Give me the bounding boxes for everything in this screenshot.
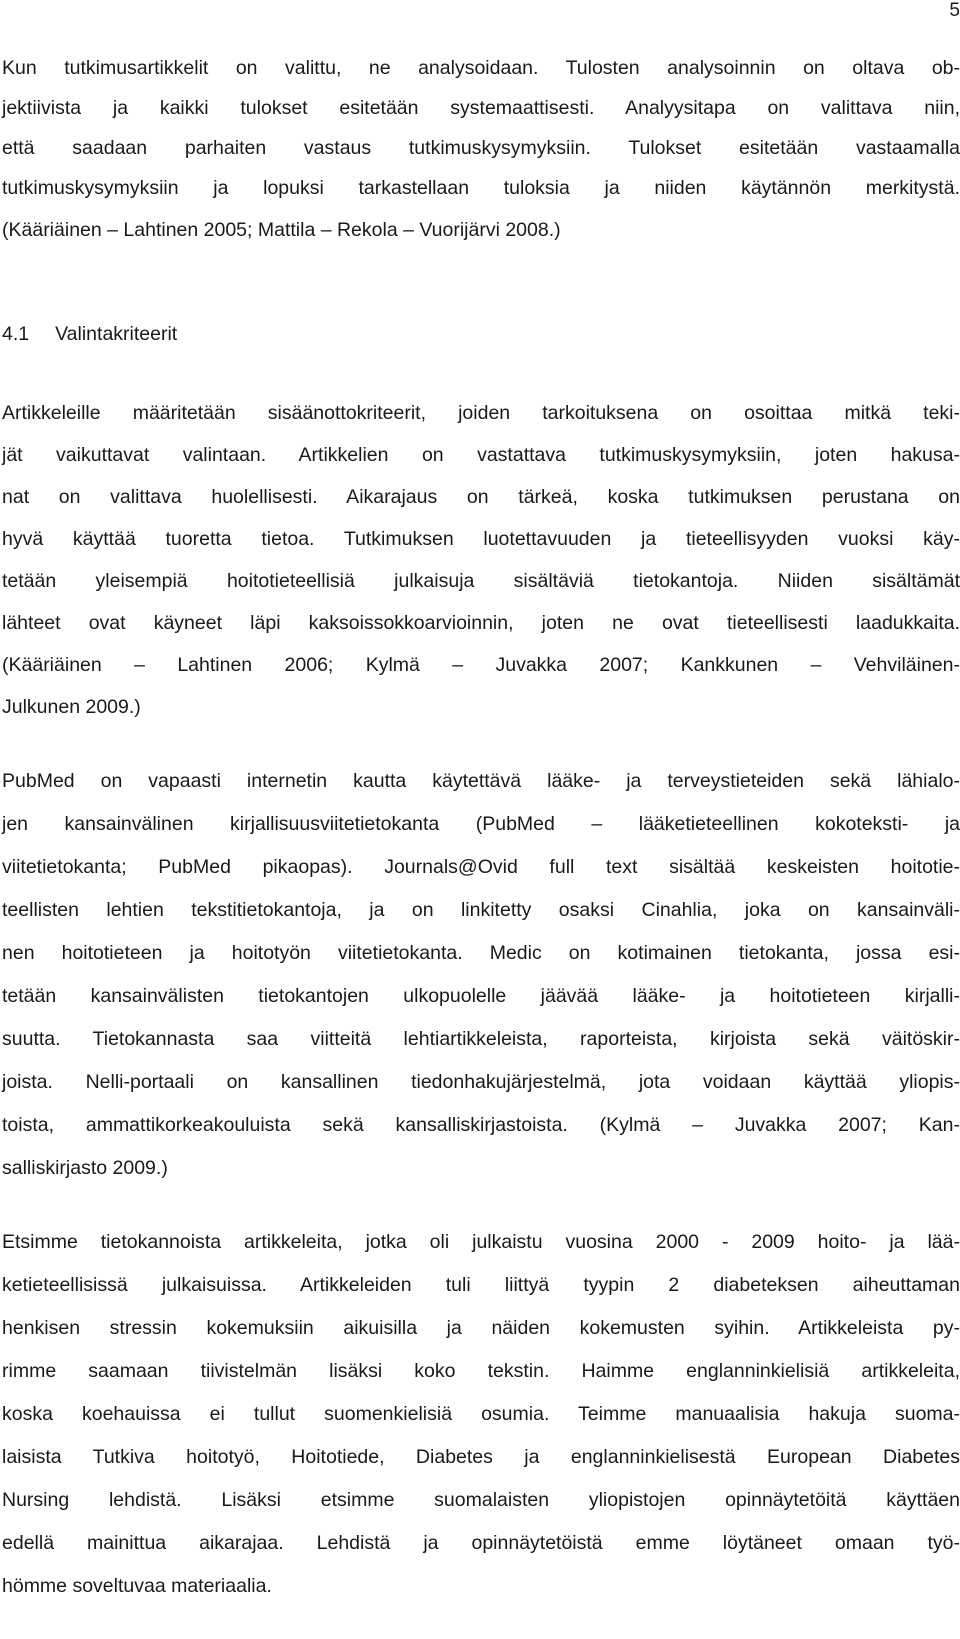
- text-line: jektiivista ja kaikki tulokset esitetään systemaattisesti. Analyysitapa on valittava niin,: [2, 97, 960, 119]
- text-line: Julkunen 2009.): [2, 696, 141, 718]
- text-line: rimme saamaan tiivistelmän lisäksi koko tekstin. Haimme englanninkielisiä artikkeleita,: [2, 1360, 960, 1382]
- text-line: Etsimme tietokannoista artikkeleita, jotka oli julkaistu vuosina 2000 - 2009 hoito- ja lää-: [2, 1231, 960, 1253]
- text-line: henkisen stressin kokemuksiin aikuisilla ja näiden kokemusten syihin. Artikkeleista py-: [2, 1317, 960, 1339]
- text-line: joista. Nelli-portaali on kansallinen tiedonhakujärjestelmä, jota voidaan käyttää yliopis-: [2, 1071, 960, 1093]
- text-line: tetään kansainvälisten tietokantojen ulkopuolelle jäävää lääke- ja hoitotieteen kirjalli-: [2, 985, 960, 1007]
- text-line: lähteet ovat käyneet läpi kaksoissokkoarvioinnin, joten ne ovat tieteellisesti laadukkaita.: [2, 612, 960, 634]
- text-line: toista, ammattikorkeakouluista sekä kansalliskirjastoista. (Kylmä – Juvakka 2007; Kan-: [2, 1114, 960, 1136]
- text-line: edellä mainittua aikarajaa. Lehdistä ja opinnäytetöistä emme löytäneet omaan työ-: [2, 1532, 960, 1554]
- text-line: (Kääriäinen – Lahtinen 2006; Kylmä – Juvakka 2007; Kankkunen – Vehviläinen-: [2, 654, 960, 676]
- text-line: suutta. Tietokannasta saa viitteitä lehtiartikkeleista, raporteista, kirjoista sekä väitöskir-: [2, 1028, 960, 1050]
- text-line: Artikkeleille määritetään sisäänottokriteerit, joiden tarkoituksena on osoittaa mitkä teki-: [2, 402, 960, 424]
- text-line: (Kääriäinen – Lahtinen 2005; Mattila – Rekola – Vuorijärvi 2008.): [2, 219, 561, 241]
- text-line: jät vaikuttavat valintaan. Artikkelien on vastattava tutkimuskysymyksiin, joten hakusa-: [2, 444, 960, 466]
- text-line: PubMed on vapaasti internetin kautta käytettävä lääke- ja terveystieteiden sekä lähialo-: [2, 770, 960, 792]
- text-line: salliskirjasto 2009.): [2, 1157, 168, 1179]
- text-line: hömme soveltuvaa materiaalia.: [2, 1575, 272, 1597]
- section-heading: [2, 322, 177, 346]
- text-line: tetään yleisempiä hoitotieteellisiä julkaisuja sisältäviä tietokantoja. Niiden sisältämät: [2, 570, 960, 592]
- page-number: 5: [949, 0, 960, 21]
- section-title: Valintakriteerit: [55, 323, 178, 345]
- section-number: 4.1: [2, 323, 30, 345]
- text-line: teellisten lehtien tekstitietokantoja, ja on linkitetty osaksi Cinahlia, joka on kansainväli-: [2, 899, 960, 921]
- text-line: laisista Tutkiva hoitotyö, Hoitotiede, Diabetes ja englanninkielisestä European Diabetes: [2, 1446, 960, 1468]
- text-line: Kun tutkimusartikkelit on valittu, ne analysoidaan. Tulosten analysoinnin on oltava ob-: [2, 57, 960, 79]
- text-line: hyvä käyttää tuoretta tietoa. Tutkimuksen luotettavuuden ja tieteellisyyden vuoksi käy-: [2, 528, 960, 550]
- text-line: Nursing lehdistä. Lisäksi etsimme suomalaisten yliopistojen opinnäytetöitä käyttäen: [2, 1489, 960, 1511]
- text-line: että saadaan parhaiten vastaus tutkimuskysymyksiin. Tulokset esitetään vastaamalla: [2, 137, 960, 159]
- text-line: tutkimuskysymyksiin ja lopuksi tarkastellaan tuloksia ja niiden käytännön merkitystä.: [2, 177, 960, 199]
- text-line: jen kansainvälinen kirjallisuusviitetietokanta (PubMed – lääketieteellinen kokoteksti- ja: [2, 813, 960, 835]
- text-line: nat on valittava huolellisesti. Aikarajaus on tärkeä, koska tutkimuksen perustana on: [2, 486, 960, 508]
- text-line: nen hoitotieteen ja hoitotyön viitetietokanta. Medic on kotimainen tietokanta, jossa esi-: [2, 942, 960, 964]
- text-line: koska koehauissa ei tullut suomenkielisiä osumia. Teimme manuaalisia hakuja suoma-: [2, 1403, 960, 1425]
- text-line: viitetietokanta; PubMed pikaopas). Journals@Ovid full text sisältää keskeisten hoitotie-: [2, 856, 960, 878]
- text-line: ketieteellisissä julkaisuissa. Artikkeleiden tuli liittyä tyypin 2 diabeteksen aiheuttaman: [2, 1274, 960, 1296]
